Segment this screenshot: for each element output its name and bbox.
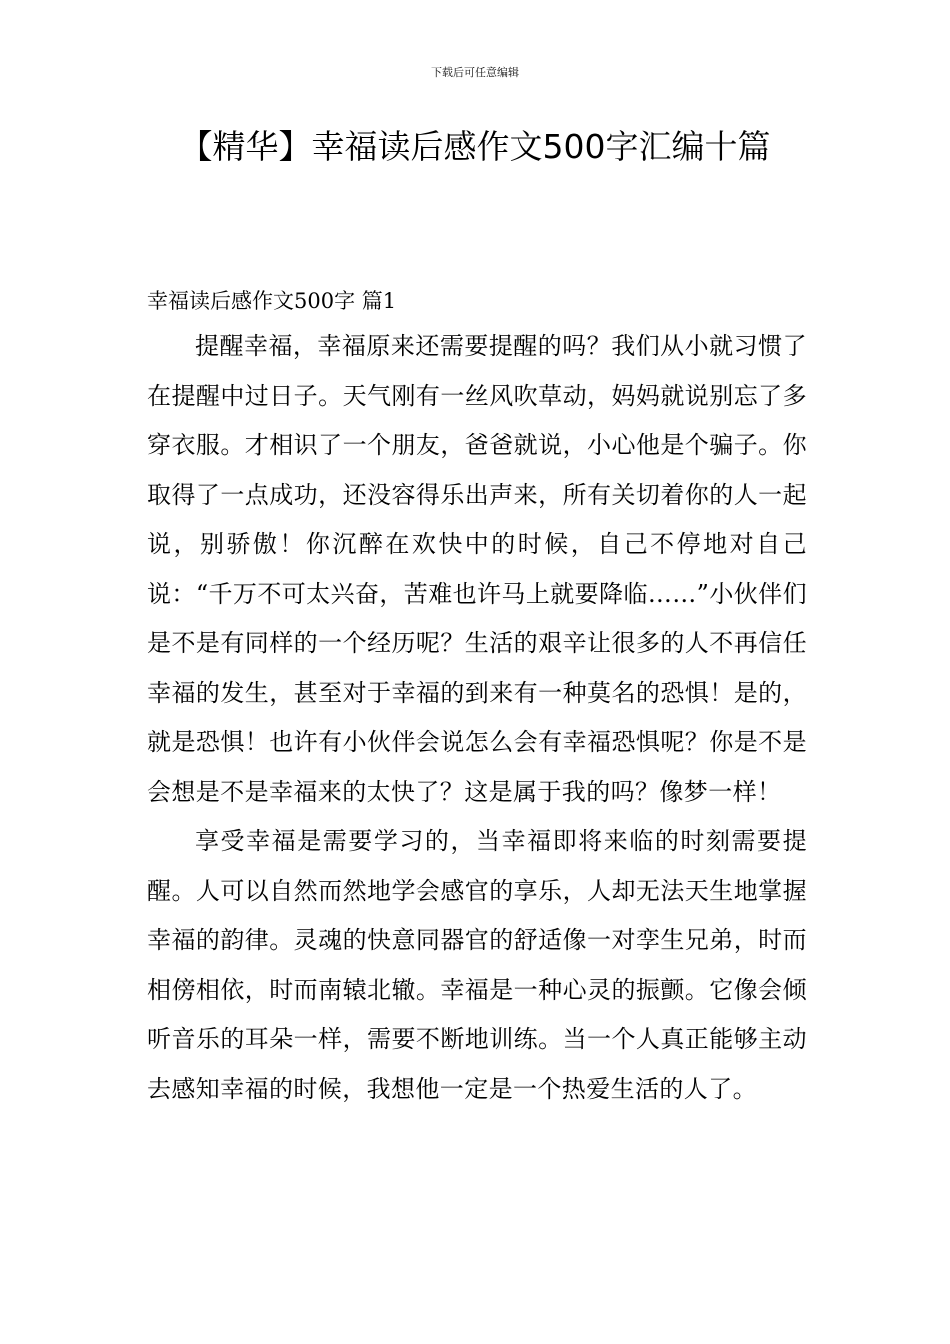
- page-header-note: 下载后可任意编辑: [431, 66, 519, 79]
- paragraph-1: 提醒幸福，幸福原来还需要提醒的吗？我们从小就习惯了在提醒中过日子。天气刚有一丝风吹草动，妈妈就说别忘了多穿衣服。才相识了一个朋友，爸爸就说，小心他是个骗子。你取得了一点成功，还没容得乐出声来，所有关切着你的人一起说，别骄傲！你沉醉在欢快中的时候，自己不停地对自己说：“千万不可太兴奋，苦难也许马上就要降临……”小伙伴们是不是有同样的一个经历呢？生活的艰辛让很多的人不再信任幸福的发生，甚至对于幸福的到来有一种莫名的恐惧！是的，就是恐惧！也许有小伙伴会说怎么会有幸福恐惧呢？你是不是会想是不是幸福来的太快了？这是属于我的吗？像梦一样！: [147, 332, 807, 806]
- document-title: 【精华】幸福读后感作文500字汇编十篇: [179, 127, 771, 166]
- section-heading: 幸福读后感作文500字 篇1: [147, 289, 397, 313]
- document-body: [147, 280, 807, 1114]
- paragraph-2: 享受幸福是需要学习的，当幸福即将来临的时刻需要提醒。人可以自然而然地学会感官的享乐，人却无法天生地掌握幸福的韵律。灵魂的快意同器官的舒适像一对孪生兄弟，时而相傍相依，时而南辕北辙。幸福是一种心灵的振颤。它像会倾听音乐的耳朵一样，需要不断地训练。当一个人真正能够主动去感知幸福的时候，我想他一定是一个热爱生活的人了。: [147, 827, 807, 1103]
